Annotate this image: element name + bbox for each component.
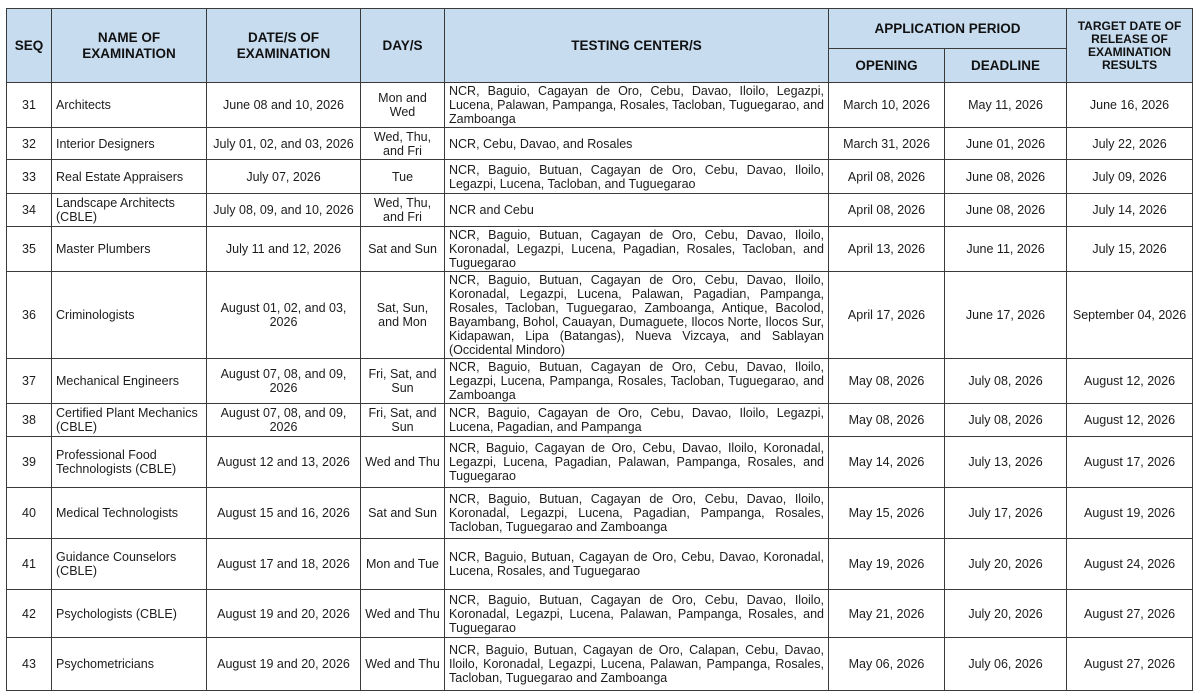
row-opening-date: April 08, 2026	[829, 194, 945, 227]
row-release-date: August 12, 2026	[1067, 359, 1193, 404]
row-exam-name: Architects	[52, 83, 207, 128]
row-seq: 38	[7, 404, 52, 437]
row-exam-dates: August 17 and 18, 2026	[207, 539, 361, 590]
row-exam-name: Interior Designers	[52, 128, 207, 160]
row-testing-centers: NCR, Baguio, Butuan, Cagayan de Oro, Cebu, Davao, Iloilo, Koronadal, Legazpi, Lucena, Palawan, Pampanga, Rosales, and Tuguegarao	[445, 590, 829, 638]
table-row	[7, 638, 1193, 691]
row-testing-centers: NCR, Baguio, Butuan, Cagayan de Oro, Cebu, Davao, Iloilo, Koronadal, Legazpi, Lucena, Pagadian, Pampanga, Rosales, Tacloban, Tuguegarao and Zamboanga	[445, 488, 829, 539]
row-exam-name: Guidance Counselors (CBLE)	[52, 539, 207, 590]
row-seq: 40	[7, 488, 52, 539]
row-seq: 35	[7, 227, 52, 272]
row-release-date: July 22, 2026	[1067, 128, 1193, 160]
row-seq: 36	[7, 272, 52, 359]
row-opening-date: March 10, 2026	[829, 83, 945, 128]
row-deadline-date: June 08, 2026	[945, 160, 1067, 194]
row-testing-centers: NCR, Baguio, Cagayan de Oro, Cebu, Davao, Iloilo, Legazpi, Lucena, Pagadian, and Pampanga	[445, 404, 829, 437]
row-deadline-date: July 17, 2026	[945, 488, 1067, 539]
row-seq: 42	[7, 590, 52, 638]
row-exam-dates: August 07, 08, and 09, 2026	[207, 404, 361, 437]
table-row	[7, 590, 1193, 638]
row-deadline-date: June 08, 2026	[945, 194, 1067, 227]
row-opening-date: May 19, 2026	[829, 539, 945, 590]
row-opening-date: May 15, 2026	[829, 488, 945, 539]
row-seq: 37	[7, 359, 52, 404]
header-name: NAME OF EXAMINATION	[52, 9, 207, 83]
row-exam-name: Real Estate Appraisers	[52, 160, 207, 194]
header-opening: OPENING	[829, 49, 945, 83]
row-opening-date: April 17, 2026	[829, 272, 945, 359]
row-seq: 34	[7, 194, 52, 227]
row-seq: 32	[7, 128, 52, 160]
row-deadline-date: July 08, 2026	[945, 359, 1067, 404]
row-exam-name: Certified Plant Mechanics (CBLE)	[52, 404, 207, 437]
row-exam-dates: July 11 and 12, 2026	[207, 227, 361, 272]
header-centers: TESTING CENTER/S	[445, 9, 829, 83]
row-testing-centers: NCR, Baguio, Butuan, Cagayan de Oro, Cebu, Davao, Iloilo, Legazpi, Lucena, Tacloban, and Tuguegarao	[445, 160, 829, 194]
row-opening-date: May 08, 2026	[829, 404, 945, 437]
row-deadline-date: May 11, 2026	[945, 83, 1067, 128]
row-opening-date: March 31, 2026	[829, 128, 945, 160]
header-deadline: DEADLINE	[945, 49, 1067, 83]
row-testing-centers: NCR, Baguio, Butuan, Cagayan de Oro, Cebu, Davao, Iloilo, Koronadal, Legazpi, Lucena, Palawan, Pagadian, Pampanga, Rosales, Tacloban, Tuguegarao, Zamboanga, Antique, Bacolod, Bayambang, Bohol, Cauayan, Dumaguete, Ilocos Norte, Ilocos Sur, Kidapawan, Lipa (Batangas), Nueva Vizcaya, and Sablayan (Occidental Mindoro)	[445, 272, 829, 359]
row-exam-name: Criminologists	[52, 272, 207, 359]
row-days: Tue	[361, 160, 445, 194]
row-exam-dates: July 07, 2026	[207, 160, 361, 194]
row-days: Wed and Thu	[361, 590, 445, 638]
row-release-date: July 09, 2026	[1067, 160, 1193, 194]
row-testing-centers: NCR, Baguio, Cagayan de Oro, Cebu, Davao, Iloilo, Legazpi, Lucena, Palawan, Pampanga, Rosales, Tacloban, Tuguegarao, and Zamboanga	[445, 83, 829, 128]
row-opening-date: May 21, 2026	[829, 590, 945, 638]
row-testing-centers: NCR, Baguio, Butuan, Cagayan de Oro, Cebu, Davao, Iloilo, Koronadal, Legazpi, Lucena, Pagadian, Rosales, Tacloban, and Tuguegarao	[445, 227, 829, 272]
row-exam-dates: August 15 and 16, 2026	[207, 488, 361, 539]
row-opening-date: May 14, 2026	[829, 437, 945, 488]
row-opening-date: May 08, 2026	[829, 359, 945, 404]
row-release-date: July 14, 2026	[1067, 194, 1193, 227]
row-seq: 33	[7, 160, 52, 194]
table-row	[7, 227, 1193, 272]
exam-schedule-table	[6, 8, 1193, 691]
table-row	[7, 160, 1193, 194]
row-days: Sat, Sun, and Mon	[361, 272, 445, 359]
row-exam-name: Mechanical Engineers	[52, 359, 207, 404]
row-opening-date: April 08, 2026	[829, 160, 945, 194]
row-release-date: September 04, 2026	[1067, 272, 1193, 359]
row-testing-centers: NCR, Baguio, Butuan, Cagayan de Oro, Cebu, Davao, Iloilo, Legazpi, Lucena, Pampanga, Rosales, Tacloban, Tuguegarao, and Zamboanga	[445, 359, 829, 404]
row-days: Mon and Wed	[361, 83, 445, 128]
row-release-date: July 15, 2026	[1067, 227, 1193, 272]
row-release-date: August 24, 2026	[1067, 539, 1193, 590]
row-release-date: August 12, 2026	[1067, 404, 1193, 437]
row-exam-dates: August 07, 08, and 09, 2026	[207, 359, 361, 404]
table-row	[7, 272, 1193, 359]
row-deadline-date: June 01, 2026	[945, 128, 1067, 160]
row-days: Wed, Thu, and Fri	[361, 194, 445, 227]
row-testing-centers: NCR, Baguio, Butuan, Cagayan de Oro, Cebu, Davao, Koronadal, Lucena, Rosales, and Tuguegarao	[445, 539, 829, 590]
row-release-date: August 27, 2026	[1067, 638, 1193, 691]
header-seq: SEQ	[7, 9, 52, 83]
row-exam-dates: August 01, 02, and 03, 2026	[207, 272, 361, 359]
table-row	[7, 194, 1193, 227]
row-exam-dates: August 12 and 13, 2026	[207, 437, 361, 488]
row-days: Mon and Tue	[361, 539, 445, 590]
table-row	[7, 128, 1193, 160]
row-release-date: August 19, 2026	[1067, 488, 1193, 539]
row-deadline-date: July 20, 2026	[945, 590, 1067, 638]
row-days: Sat and Sun	[361, 227, 445, 272]
row-exam-dates: July 08, 09, and 10, 2026	[207, 194, 361, 227]
row-testing-centers: NCR, Baguio, Cagayan de Oro, Cebu, Davao, Iloilo, Koronadal, Legazpi, Lucena, Pagadian, Palawan, Pampanga, Rosales, and Tuguegarao	[445, 437, 829, 488]
header-release: TARGET DATE OF RELEASE OF EXAMINATION RESULTS	[1067, 9, 1193, 83]
row-exam-name: Medical Technologists	[52, 488, 207, 539]
table-row	[7, 437, 1193, 488]
row-exam-dates: August 19 and 20, 2026	[207, 590, 361, 638]
row-exam-name: Professional Food Technologists (CBLE)	[52, 437, 207, 488]
table-body	[7, 83, 1193, 691]
table-row	[7, 404, 1193, 437]
table-row	[7, 359, 1193, 404]
row-days: Sat and Sun	[361, 488, 445, 539]
row-days: Fri, Sat, and Sun	[361, 404, 445, 437]
row-seq: 39	[7, 437, 52, 488]
row-deadline-date: July 13, 2026	[945, 437, 1067, 488]
header-application-period: APPLICATION PERIOD	[829, 9, 1067, 49]
row-opening-date: May 06, 2026	[829, 638, 945, 691]
row-days: Wed and Thu	[361, 638, 445, 691]
row-exam-dates: August 19 and 20, 2026	[207, 638, 361, 691]
row-deadline-date: July 06, 2026	[945, 638, 1067, 691]
row-release-date: August 27, 2026	[1067, 590, 1193, 638]
row-exam-name: Psychometricians	[52, 638, 207, 691]
row-exam-name: Master Plumbers	[52, 227, 207, 272]
row-release-date: August 17, 2026	[1067, 437, 1193, 488]
row-seq: 43	[7, 638, 52, 691]
row-release-date: June 16, 2026	[1067, 83, 1193, 128]
row-days: Wed and Thu	[361, 437, 445, 488]
table-row	[7, 83, 1193, 128]
table-row	[7, 488, 1193, 539]
row-deadline-date: July 20, 2026	[945, 539, 1067, 590]
table-row	[7, 539, 1193, 590]
header-dates: DATE/S OF EXAMINATION	[207, 9, 361, 83]
row-deadline-date: June 17, 2026	[945, 272, 1067, 359]
row-exam-name: Landscape Architects (CBLE)	[52, 194, 207, 227]
row-seq: 41	[7, 539, 52, 590]
row-exam-dates: June 08 and 10, 2026	[207, 83, 361, 128]
row-opening-date: April 13, 2026	[829, 227, 945, 272]
row-deadline-date: June 11, 2026	[945, 227, 1067, 272]
row-testing-centers: NCR, Cebu, Davao, and Rosales	[445, 128, 829, 160]
row-deadline-date: July 08, 2026	[945, 404, 1067, 437]
row-exam-dates: July 01, 02, and 03, 2026	[207, 128, 361, 160]
row-testing-centers: NCR, Baguio, Butuan, Cagayan de Oro, Calapan, Cebu, Davao, Iloilo, Koronadal, Legazpi, Lucena, Palawan, Pampanga, Rosales, Tacloban, Tuguegarao and Zamboanga	[445, 638, 829, 691]
table-header	[7, 9, 1193, 83]
row-days: Wed, Thu, and Fri	[361, 128, 445, 160]
row-days: Fri, Sat, and Sun	[361, 359, 445, 404]
header-days: DAY/S	[361, 9, 445, 83]
row-exam-name: Psychologists (CBLE)	[52, 590, 207, 638]
row-seq: 31	[7, 83, 52, 128]
row-testing-centers: NCR and Cebu	[445, 194, 829, 227]
